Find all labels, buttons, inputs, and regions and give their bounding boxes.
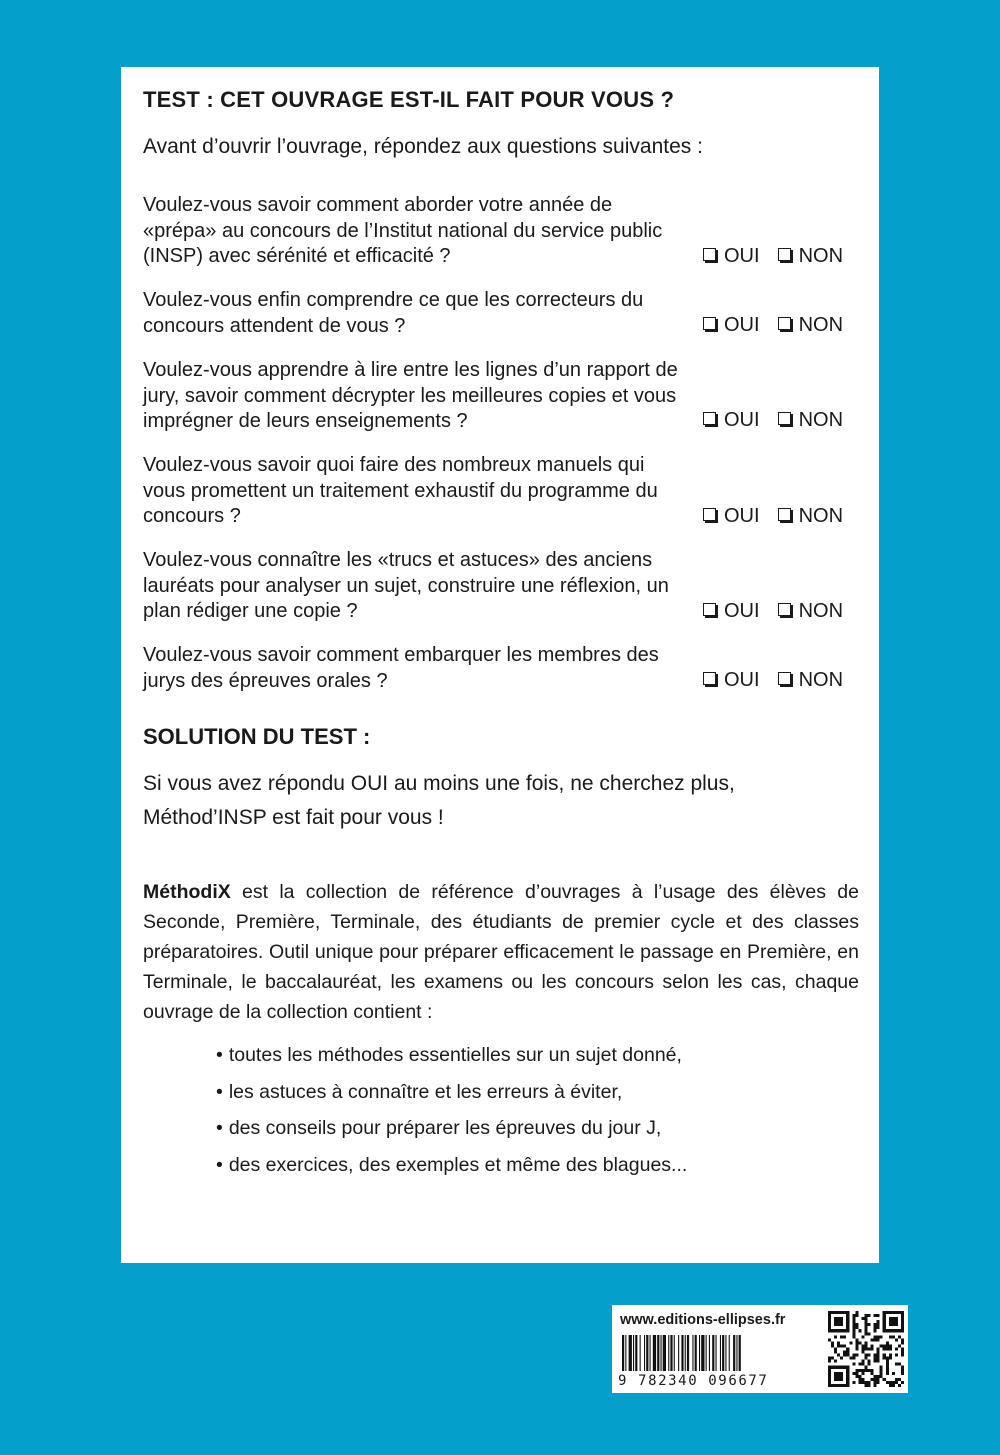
checkbox-icon — [778, 603, 791, 616]
collection-description — [143, 877, 859, 1027]
collection-description-text: est la collection de référence d’ouvrages à l’usage des élèves de Seconde, Première, Terminale, des étudiants de premier cycle et des classes préparatoires. Outil unique pour préparer efficacement le passage en Première, en Terminale, le baccalauréat, les examens ou les concours selon les cas, chaque ouvrage de la collection contient : — [143, 881, 859, 1023]
yes-checkbox[interactable]: OUI — [703, 314, 760, 337]
no-checkbox[interactable]: NON — [778, 314, 843, 337]
no-checkbox[interactable]: NON — [778, 669, 843, 692]
checkbox-icon — [778, 248, 791, 261]
barcode-icon — [616, 1335, 816, 1373]
list-item: • toutes les méthodes essentielles sur un sujet donné, — [216, 1037, 687, 1074]
question-3: Voulez-vous apprendre à lire entre les lignes d’un rapport de jury, savoir comment décrypter les meilleures copies et vous imprégner de leurs enseignements ? — [143, 359, 678, 432]
list-item: • des exercices, des exemples et même des blagues... — [216, 1147, 687, 1184]
checkbox-icon — [778, 317, 791, 330]
solution-text: Si vous avez répondu OUI au moins une fois, ne cherchez plus, Méthod’INSP est fait pour vous ! — [143, 772, 735, 829]
collection-name: MéthodiX — [143, 881, 231, 903]
checkbox-icon — [703, 508, 716, 521]
test-intro: Avant d’ouvrir l’ouvrage, répondez aux questions suivantes : — [143, 135, 703, 158]
feature-list — [216, 1037, 687, 1183]
solution-title: SOLUTION DU TEST : — [143, 724, 371, 749]
yes-checkbox[interactable]: OUI — [703, 245, 760, 268]
question-2: Voulez-vous enfin comprendre ce que les correcteurs du concours attendent de vous ? — [143, 289, 644, 337]
checkbox-icon — [703, 248, 716, 261]
question-1: Voulez-vous savoir comment aborder votre année de «prépa» au concours de l’Institut national du service public (INSP) avec sérénité et efficacité ? — [143, 194, 663, 267]
answer-row-5 — [703, 600, 843, 623]
question-6: Voulez-vous savoir comment embarquer les membres des jurys des épreuves orales ? — [143, 644, 659, 692]
qr-code-icon — [828, 1311, 904, 1387]
question-5: Voulez-vous connaître les «trucs et astuces» des anciens lauréats pour analyser un sujet, construire une réflexion, un plan rédiger une copie ? — [143, 549, 669, 622]
no-checkbox[interactable]: NON — [778, 409, 843, 432]
isbn-number: 9 782340 096677 — [618, 1373, 769, 1389]
answer-row-3 — [703, 409, 843, 432]
checkbox-icon — [778, 412, 791, 425]
no-checkbox[interactable]: NON — [778, 600, 843, 623]
test-title: TEST : CET OUVRAGE EST-IL FAIT POUR VOUS ? — [143, 87, 675, 112]
answer-row-2 — [703, 314, 843, 337]
yes-checkbox[interactable]: OUI — [703, 409, 760, 432]
yes-checkbox[interactable]: OUI — [703, 505, 760, 528]
checkbox-icon — [703, 412, 716, 425]
answer-row-1 — [703, 245, 843, 268]
checkbox-icon — [703, 603, 716, 616]
yes-checkbox[interactable]: OUI — [703, 669, 760, 692]
list-item: • des conseils pour préparer les épreuves du jour J, — [216, 1110, 687, 1147]
checkbox-icon — [703, 317, 716, 330]
no-checkbox[interactable]: NON — [778, 505, 843, 528]
question-4: Voulez-vous savoir quoi faire des nombreux manuels qui vous promettent un traitement exhaustif du programme du concours ? — [143, 454, 658, 527]
list-item: • les astuces à connaître et les erreurs à éviter, — [216, 1074, 687, 1111]
checkbox-icon — [778, 508, 791, 521]
checkbox-icon — [778, 672, 791, 685]
checkbox-icon — [703, 672, 716, 685]
answer-row-4 — [703, 505, 843, 528]
publisher-url: www.editions-ellipses.fr — [620, 1312, 786, 1328]
answer-row-6 — [703, 669, 843, 692]
barcode-label — [612, 1305, 908, 1393]
no-checkbox[interactable]: NON — [778, 245, 843, 268]
back-cover-panel — [121, 67, 879, 1263]
yes-checkbox[interactable]: OUI — [703, 600, 760, 623]
